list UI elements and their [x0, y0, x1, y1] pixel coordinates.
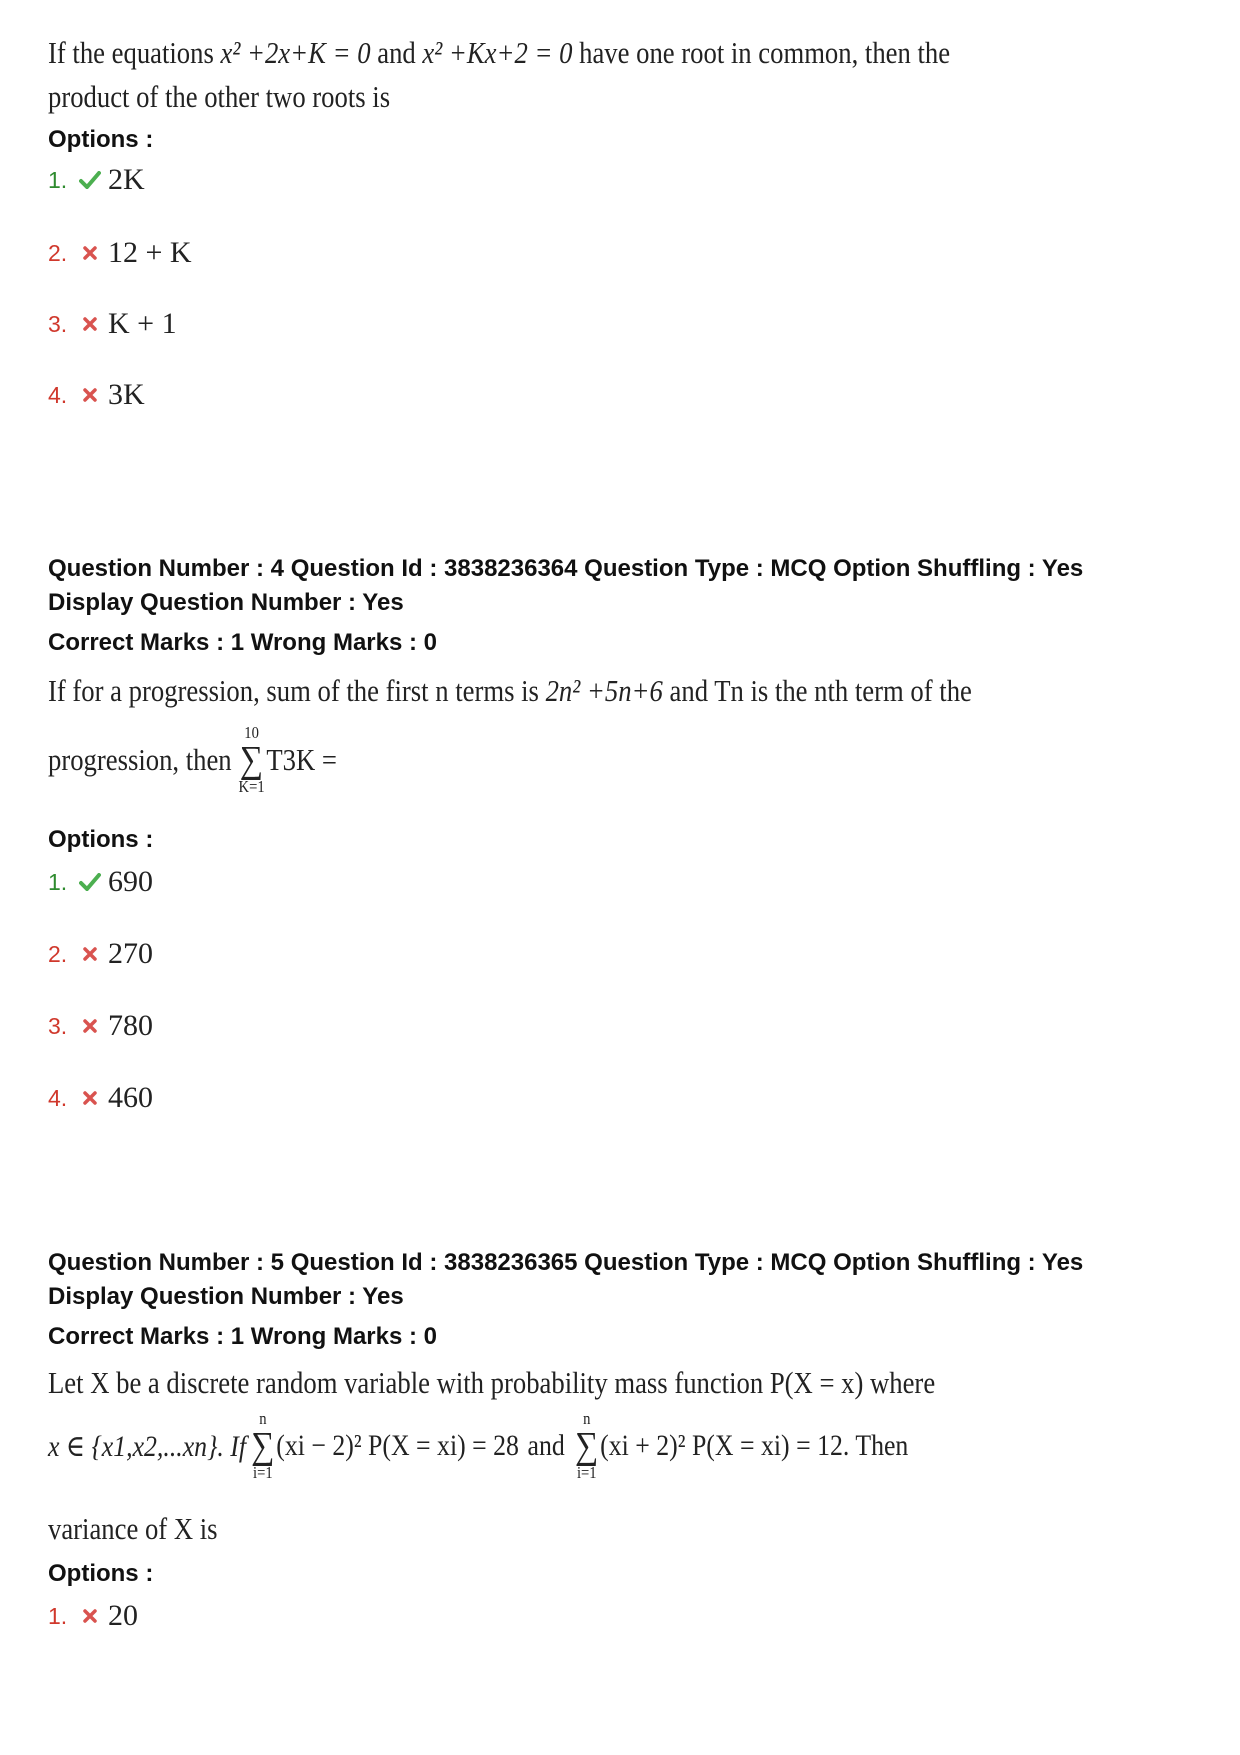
option-3: 3. K + 1 [48, 307, 177, 340]
question-4-meta-line1: Question Number : 4 Question Id : 3838236364 Question Type : MCQ Option Shuffling : Yes [48, 555, 1084, 582]
question-5-text-line2: x ∈ {x1,x2,...xn}. If n ∑ i=1 (xi − 2)² P(X = xi) = 28 and n ∑ i=1 (xi + 2)² P(X = xi) = 12. Then [48, 1409, 909, 1482]
option-1: 1. 690 [48, 865, 153, 898]
cross-icon [78, 1604, 102, 1628]
cross-icon [78, 312, 102, 336]
question-4-text-line2: progression, then 10 ∑ K=1 T3K = [48, 723, 337, 796]
options-label: Options : [48, 826, 154, 853]
check-icon [78, 870, 102, 894]
question-4-meta-line2: Display Question Number : Yes [48, 589, 404, 616]
option-1: 1. 20 [48, 1599, 138, 1632]
option-2: 2. 270 [48, 937, 153, 970]
summation-symbol: 10 ∑ K=1 [238, 723, 265, 796]
question-5-meta-line2: Display Question Number : Yes [48, 1283, 404, 1310]
question-4-text-line1: If for a progression, sum of the first n terms is 2n² +5n+6 and Tn is the nth term of the [48, 673, 972, 708]
question-5-text-line3: variance of X is [48, 1511, 218, 1546]
question-3-text-line1: If the equations x² +2x+K = 0 and x² +Kx+2 = 0 have one root in common, then the [48, 35, 951, 70]
cross-icon [78, 1014, 102, 1038]
question-3-text-line2: product of the other two roots is [48, 79, 391, 114]
cross-icon [78, 383, 102, 407]
question-5-meta-line3: Correct Marks : 1 Wrong Marks : 0 [48, 1323, 438, 1350]
options-label: Options : [48, 126, 154, 153]
option-4: 4. 3K [48, 378, 145, 411]
question-4-meta-line3: Correct Marks : 1 Wrong Marks : 0 [48, 629, 438, 656]
summation-symbol: n ∑ i=1 [575, 1409, 599, 1482]
cross-icon [78, 942, 102, 966]
cross-icon [78, 241, 102, 265]
check-icon [78, 168, 102, 192]
question-5-meta-line1: Question Number : 5 Question Id : 3838236365 Question Type : MCQ Option Shuffling : Yes [48, 1249, 1084, 1276]
option-3: 3. 780 [48, 1009, 153, 1042]
question-5-text-line1: Let X be a discrete random variable with probability mass function P(X = x) where [48, 1365, 936, 1400]
option-2: 2. 12 + K [48, 236, 192, 269]
summation-symbol: n ∑ i=1 [251, 1409, 275, 1482]
cross-icon [78, 1086, 102, 1110]
option-4: 4. 460 [48, 1081, 153, 1114]
option-1: 1. 2K [48, 163, 145, 196]
options-label: Options : [48, 1560, 154, 1587]
